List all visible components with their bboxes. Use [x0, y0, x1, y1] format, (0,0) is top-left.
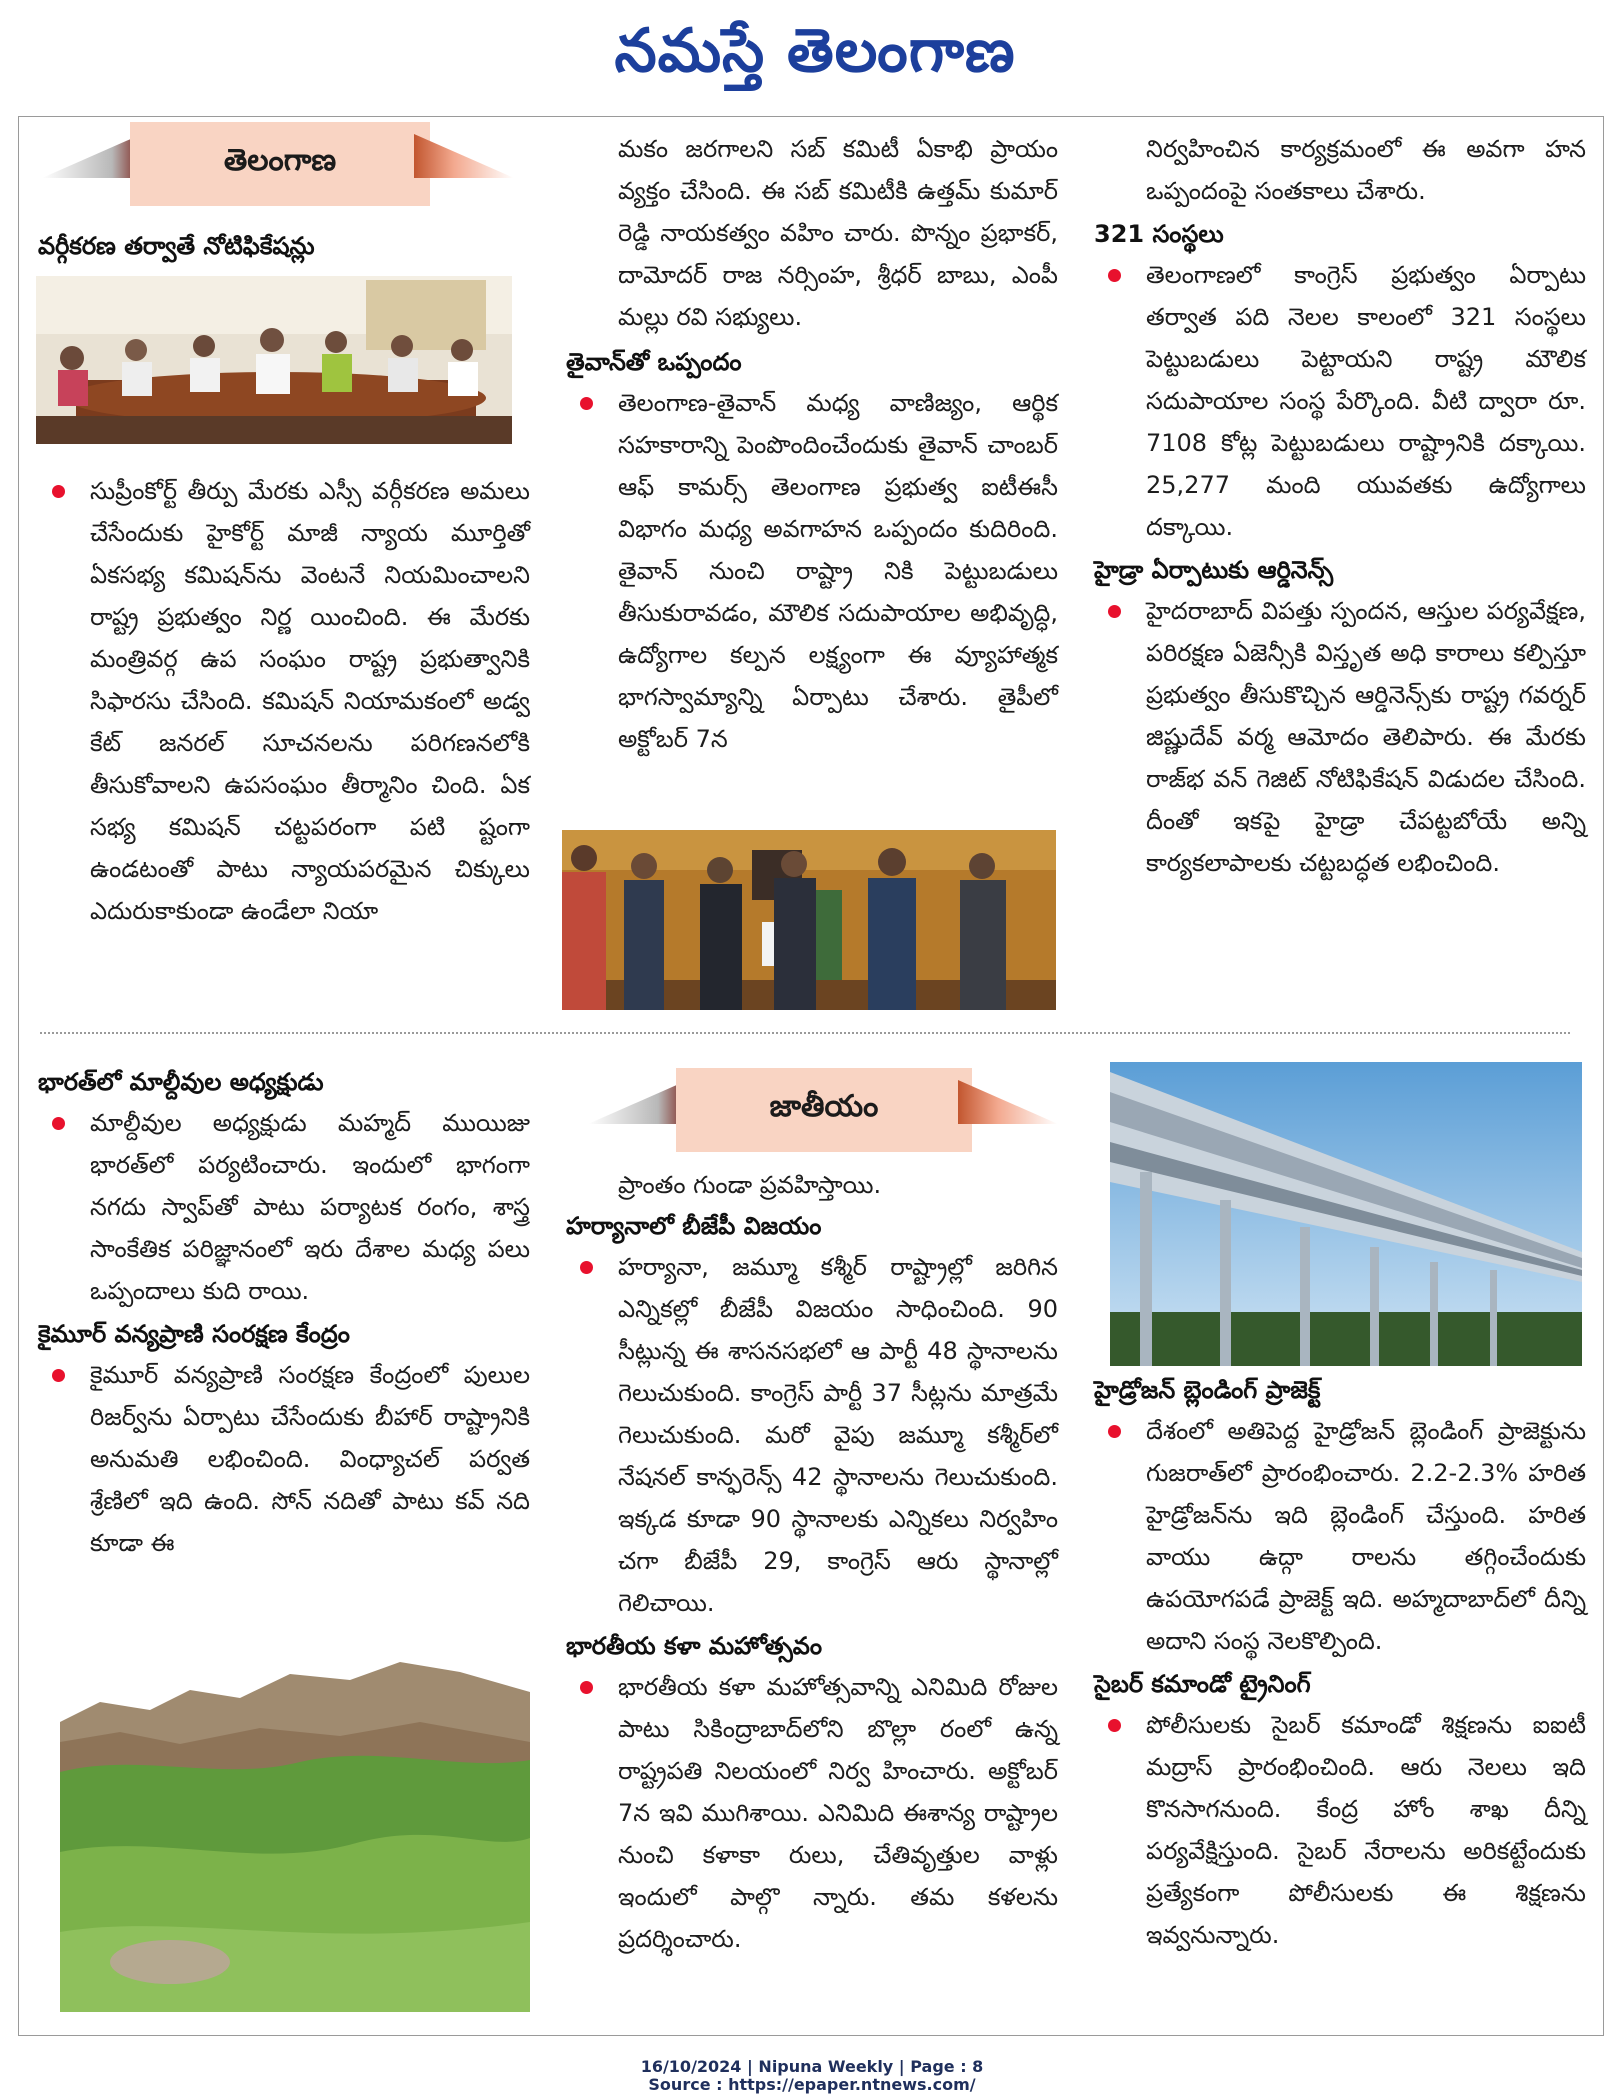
banner-wing-left	[42, 134, 142, 178]
article-heading: కైమూర్ వన్యప్రాణి సంరక్షణ కేంద్రం	[38, 1320, 350, 1348]
national-section-banner	[588, 1068, 1058, 1152]
kaimur-hills-photo	[60, 1632, 530, 2012]
article-heading: భారతీయ కళా మహోత్సవం	[566, 1632, 822, 1660]
bullet-icon	[580, 1261, 593, 1274]
article-heading: హైడ్రోజన్ బ్లెండింగ్ ప్రాజెక్ట్	[1094, 1376, 1321, 1404]
article-column-3-bottom	[1094, 1370, 1586, 1956]
footer-date-line: 16/10/2024 | Nipuna Weekly | Page : 8	[640, 2057, 984, 2076]
article-column-3-top	[1094, 128, 1586, 884]
page-footer	[0, 2058, 1624, 2094]
article-heading: తైవాన్‌తో ఒప్పందం	[566, 348, 742, 376]
bullet-icon	[1108, 1719, 1121, 1732]
meeting-photo	[36, 276, 512, 444]
banner-label: తెలంగాణ	[130, 122, 430, 206]
article-paragraph-continued: మకం జరగాలని సబ్ కమిటీ ఏకాభి ప్రాయం వ్యక్తం చేసింది. ఈ సబ్ కమిటీకి ఉత్తమ్ కుమార్ రెడ్డి నాయకత్వం వహిం చారు. పొన్నం ప్రభాకర్, దామోదర్ రాజ నర్సింహ, శ్రీధర్ బాబు, ఎంపీ మల్లు రవి సభ్యులు.	[618, 135, 1058, 331]
footer-source-link[interactable]: Source : https://epaper.ntnews.com/	[648, 2075, 976, 2094]
bullet-icon	[580, 1681, 593, 1694]
banner-wing-right	[414, 134, 514, 178]
bullet-icon	[52, 1369, 65, 1382]
article-paragraph: హైదరాబాద్ విపత్తు స్పందన, ఆస్తుల పర్యవేక్షణ, పరిరక్షణ ఏజెన్సీకి విస్తృత అధి కారాలు కల్పిస్తూ ప్రభుత్వం తీసుకొచ్చిన ఆర్డినెన్స్‌కు రాష్ట్ర గవర్నర్ జిష్ణుదేవ్ వర్మ ఆమోదం తెలిపారు. ఈ మేరకు రాజ్‌భ వన్ గెజిట్ నోటిఫికేషన్ విడుదల చేసింది. దీంతో ఇకపై హైడ్రా చేపట్టబోయే అన్ని కార్యకలాపాలకు చట్టబద్ధత లభించింది.	[1094, 590, 1586, 884]
article-paragraph: కైమూర్ వన్యప్రాణి సంరక్షణ కేంద్రంలో పులుల రిజర్వ్‌ను ఏర్పాటు చేసేందుకు బీహార్ రాష్ట్రానికి అనుమతి లభించింది. వింధ్యాచల్ పర్వత శ్రేణిలో ఇది ఉంది. సోన్ నదితో పాటు కవ్ నది కూడా ఈ	[38, 1354, 530, 1564]
article-heading: సైబర్ కమాండో ట్రైనింగ్	[1094, 1670, 1311, 1698]
masthead-title: నమస్తే తెలంగాణ	[614, 16, 1016, 86]
article-heading: 321 సంస్థలు	[1094, 220, 1224, 248]
article-column-1-bottom	[38, 1062, 530, 1564]
bullet-icon	[1108, 1425, 1121, 1438]
masthead	[0, 0, 1624, 112]
bullet-icon	[580, 397, 593, 410]
banner-label: జాతీయం	[676, 1068, 972, 1152]
mou-signing-photo	[562, 830, 1056, 1010]
article-paragraph: తెలంగాణలో కాంగ్రెస్ ప్రభుత్వం ఏర్పాటు తర్వాత పది నెలల కాలంలో 321 సంస్థలు పెట్టుబడులు పెట్టాయని రాష్ట్ర మౌలిక సదుపాయాల సంస్థ పేర్కొంది. వీటి ద్వారా రూ. 7108 కోట్ల పెట్టుబడులు రాష్ట్రానికి దక్కాయి. 25,277 మంది యువతకు ఉద్యోగాలు దక్కాయి.	[1094, 254, 1586, 548]
article-paragraph: దేశంలో అతిపెద్ద హైడ్రోజన్ బ్లెండింగ్ ప్రాజెక్టును గుజరాత్‌లో ప్రారంభించారు. 2.2-2.3% హరిత హైడ్రోజన్‌ను ఇది బ్లెండింగ్ చేస్తుంది. హరిత వాయు ఉద్గా రాలను తగ్గించేందుకు ఉపయోగపడే ప్రాజెక్ట్ ఇది. అహ్మదాబాద్‌లో దీన్ని అదాని సంస్థ నెలకొల్పింది.	[1094, 1410, 1586, 1662]
article-heading: హర్యానాలో బీజేపీ విజయం	[566, 1212, 822, 1240]
article-heading: వర్గీకరణ తర్వాతే నోటిఫికేషన్లు	[38, 232, 315, 260]
hydrogen-pipeline-photo	[1110, 1062, 1582, 1366]
article-paragraph: హర్యానా, జమ్మూ కశ్మీర్ రాష్ట్రాల్లో జరిగిన ఎన్నికల్లో బీజేపీ విజయం సాధించింది. 90 సీట్లున్న ఈ శాసనసభలో ఆ పార్టీ 48 స్థానాలను గెలుచుకుంది. కాంగ్రెస్ పార్టీ 37 సీట్లను మాత్రమే గెలుచుకుంది. మరో వైపు జమ్మూ కశ్మీర్‌లో నేషనల్ కాన్ఫరెన్స్ 42 స్థానాలను గెలుచుకుంది. ఇక్కడ కూడా 90 స్థానాలకు ఎన్నికలు నిర్వహిం చగా బీజేపీ 29, కాంగ్రెస్ ఆరు స్థానాల్లో గెలిచాయి.	[566, 1246, 1058, 1624]
article-heading: హైడ్రా ఏర్పాటుకు ఆర్డినెన్స్	[1094, 556, 1334, 584]
banner-wing-right	[958, 1080, 1058, 1124]
article-column-1-top-body	[38, 470, 530, 932]
article-paragraph: భారతీయ కళా మహోత్సవాన్ని ఎనిమిది రోజుల పాటు సికింద్రాబాద్‌లోని బొల్లా రంలో ఉన్న రాష్ట్రపతి నిలయంలో నిర్వ హించారు. అక్టోబర్ 7న ఇవి ముగిశాయి. ఎనిమిది ఈశాన్య రాష్ట్రాల నుంచి కళాకా రులు, చేతివృత్తుల వాళ్లు ఇందులో పాల్గొ న్నారు. తమ కళలను ప్రదర్శించారు.	[566, 1666, 1058, 1960]
banner-wing-left	[588, 1080, 688, 1124]
article-paragraph: తెలంగాణ-తైవాన్ మధ్య వాణిజ్యం, ఆర్థిక సహకారాన్ని పెంపొందించేందుకు తైవాన్ చాంబర్ ఆఫ్ కామర్స్ తెలంగాణ ప్రభుత్వ ఐటీఈసీ విభాగం మధ్య అవగాహన ఒప్పందం కుదిరింది. తైవాన్ నుంచి రాష్ట్రా నికి పెట్టుబడులు తీసుకురావడం, మౌలిక సదుపాయాల అభివృద్ధి, ఉద్యోగాల కల్పన లక్ష్యంగా ఈ వ్యూహాత్మక భాగస్వామ్యాన్ని ఏర్పాటు చేశారు. తైపీలో అక్టోబర్ 7న	[566, 382, 1058, 760]
bullet-icon	[1108, 269, 1121, 282]
article-paragraph: పోలీసులకు సైబర్ కమాండో శిక్షణను ఐఐటీ మద్రాస్ ప్రారంభించింది. ఆరు నెలలు ఇది కొనసాగనుంది. కేంద్ర హోం శాఖ దీన్ని పర్యవేక్షిస్తుంది. సైబర్ నేరాలను అరికట్టేందుకు ప్రత్యేకంగా పోలీసులకు ఈ శిక్షణను ఇవ్వనున్నారు.	[1094, 1704, 1586, 1956]
section-divider	[40, 1032, 1570, 1034]
article-column-2-bottom	[566, 1164, 1058, 1960]
article-heading: భారత్‌లో మాల్దీవుల అధ్యక్షుడు	[38, 1068, 324, 1096]
article-column-1-top	[38, 226, 530, 266]
bullet-icon	[1108, 605, 1121, 618]
article-paragraph: సుప్రీంకోర్ట్ తీర్పు మేరకు ఎస్సీ వర్గీకరణ అమలు చేసేందుకు హైకోర్ట్ మాజీ న్యాయ మూర్తితో ఏకసభ్య కమిషన్‌ను వెంటనే నియమించాలని రాష్ట్ర ప్రభుత్వం నిర్ణ యించింది. ఈ మేరకు మంత్రివర్గ ఉప సంఘం రాష్ట్ర ప్రభుత్వానికి సిఫారసు చేసింది. కమిషన్ నియామకంలో అడ్వ కేట్ జనరల్ సూచనలను పరిగణనలోకి తీసుకోవాలని ఉపసంఘం తీర్మానిం చింది. ఏక సభ్య కమిషన్ చట్టపరంగా పటి ష్టంగా ఉండటంతో పాటు న్యాయపరమైన చిక్కులు ఎదురుకాకుండా ఉండేలా నియా	[38, 470, 530, 932]
article-paragraph: మాల్దీవుల అధ్యక్షుడు మహ్మద్ ముయిజు భారత్‌లో పర్యటించారు. ఇందులో భాగంగా నగదు స్వాప్‌తో పాటు పర్యాటక రంగం, శాస్త్ర సాంకేతిక పరిజ్ఞానంలో ఇరు దేశాల మధ్య పలు ఒప్పందాలు కుది రాయి.	[38, 1102, 530, 1312]
article-paragraph-continued: ప్రాంతం గుండా ప్రవహిస్తాయి.	[618, 1171, 882, 1199]
bullet-icon	[52, 1117, 65, 1130]
telangana-section-banner	[42, 122, 514, 206]
bullet-icon	[52, 485, 65, 498]
article-paragraph-continued: నిర్వహించిన కార్యక్రమంలో ఈ అవగా హన ఒప్పందంపై సంతకాలు చేశారు.	[1146, 135, 1586, 205]
article-column-2-top	[566, 128, 1058, 760]
